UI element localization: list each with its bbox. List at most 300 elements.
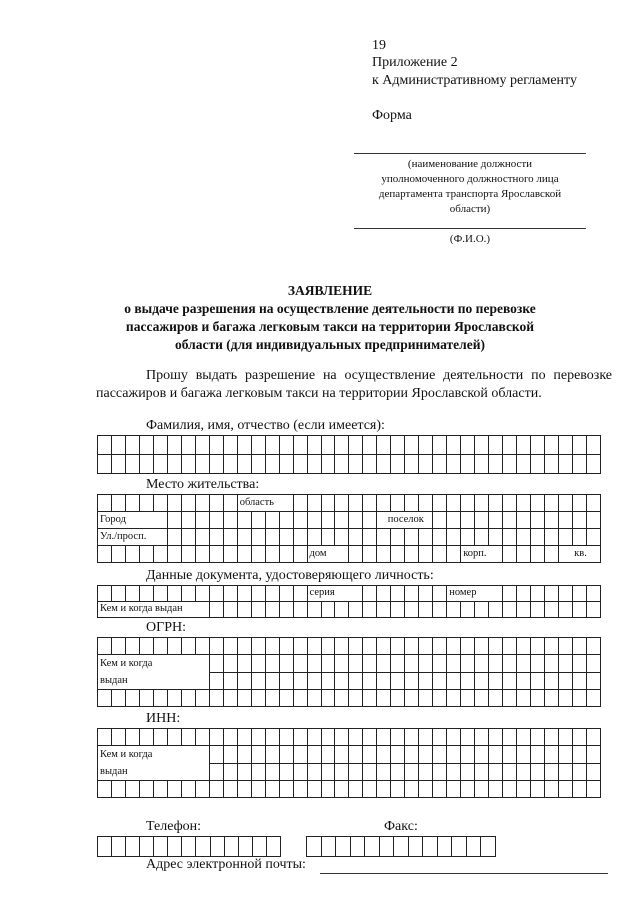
input-cell[interactable] [503, 638, 517, 655]
input-cell[interactable] [391, 781, 405, 798]
input-cell[interactable] [503, 655, 517, 673]
input-cell[interactable] [112, 837, 126, 857]
input-cell[interactable] [545, 546, 559, 563]
input-cell[interactable] [433, 436, 447, 455]
fio-grid[interactable] [97, 435, 601, 474]
input-cell[interactable] [153, 546, 167, 563]
input-cell[interactable] [419, 586, 433, 602]
input-cell[interactable] [98, 546, 112, 563]
input-cell[interactable] [139, 781, 153, 798]
input-cell[interactable] [265, 436, 279, 455]
input-cell[interactable] [237, 729, 251, 746]
input-cell[interactable] [223, 746, 237, 764]
input-cell[interactable] [293, 436, 307, 455]
input-cell[interactable] [545, 586, 559, 602]
input-cell[interactable] [475, 602, 489, 618]
input-cell[interactable] [153, 586, 167, 602]
input-cell[interactable] [545, 455, 559, 474]
input-cell[interactable] [279, 690, 293, 707]
input-cell[interactable] [363, 781, 377, 798]
input-cell[interactable] [279, 455, 293, 474]
input-cell[interactable] [475, 529, 489, 546]
input-cell[interactable] [279, 746, 293, 764]
input-cell[interactable] [433, 455, 447, 474]
input-cell[interactable] [349, 495, 363, 512]
input-cell[interactable] [489, 455, 503, 474]
input-cell[interactable] [265, 672, 279, 690]
input-cell[interactable] [195, 529, 209, 546]
input-cell[interactable] [558, 529, 572, 546]
input-cell[interactable] [307, 512, 321, 529]
input-cell[interactable] [461, 746, 475, 764]
input-cell[interactable] [279, 638, 293, 655]
input-cell[interactable] [377, 746, 391, 764]
input-cell[interactable] [181, 729, 195, 746]
input-cell[interactable] [391, 690, 405, 707]
input-cell[interactable] [111, 455, 125, 474]
input-cell[interactable] [321, 602, 335, 618]
input-cell[interactable] [531, 763, 545, 781]
input-cell[interactable] [466, 837, 481, 857]
input-cell[interactable] [349, 436, 363, 455]
input-cell[interactable] [517, 546, 531, 563]
input-cell[interactable] [335, 746, 349, 764]
input-cell[interactable] [419, 436, 433, 455]
input-cell[interactable] [349, 746, 363, 764]
input-cell[interactable] [237, 638, 251, 655]
input-cell[interactable] [98, 781, 112, 798]
input-cell[interactable] [321, 495, 335, 512]
input-cell[interactable] [517, 586, 531, 602]
input-cell[interactable] [391, 746, 405, 764]
input-cell[interactable] [461, 455, 475, 474]
input-cell[interactable] [111, 781, 125, 798]
input-cell[interactable] [111, 586, 125, 602]
input-cell[interactable] [377, 638, 391, 655]
input-cell[interactable] [140, 837, 154, 857]
input-cell[interactable] [572, 495, 586, 512]
input-cell[interactable] [195, 546, 209, 563]
input-cell[interactable] [279, 672, 293, 690]
input-cell[interactable] [452, 837, 467, 857]
input-cell[interactable] [461, 512, 475, 529]
input-cell[interactable] [503, 512, 517, 529]
input-cell[interactable] [335, 638, 349, 655]
input-cell[interactable] [405, 529, 419, 546]
input-cell[interactable] [391, 529, 405, 546]
input-cell[interactable] [167, 586, 181, 602]
input-cell[interactable] [405, 672, 419, 690]
input-cell[interactable] [98, 455, 112, 474]
input-cell[interactable] [545, 690, 559, 707]
input-cell[interactable] [224, 837, 238, 857]
input-cell[interactable] [461, 729, 475, 746]
input-cell[interactable] [279, 546, 293, 563]
input-cell[interactable] [321, 529, 335, 546]
input-cell[interactable] [251, 672, 265, 690]
input-cell[interactable] [447, 672, 461, 690]
input-cell[interactable] [321, 655, 335, 673]
input-cell[interactable] [167, 690, 181, 707]
input-cell[interactable] [307, 837, 322, 857]
input-cell[interactable] [461, 495, 475, 512]
input-cell[interactable] [419, 729, 433, 746]
input-cell[interactable] [475, 495, 489, 512]
input-cell[interactable] [475, 690, 489, 707]
input-cell[interactable] [195, 781, 209, 798]
input-cell[interactable] [251, 586, 265, 602]
input-cell[interactable] [586, 638, 600, 655]
input-cell[interactable] [377, 436, 391, 455]
input-cell[interactable] [558, 746, 572, 764]
input-cell[interactable] [461, 690, 475, 707]
input-cell[interactable] [293, 495, 307, 512]
input-cell[interactable] [475, 729, 489, 746]
input-cell[interactable] [363, 546, 377, 563]
input-cell[interactable] [475, 655, 489, 673]
input-cell[interactable] [558, 512, 572, 529]
input-cell[interactable] [181, 781, 195, 798]
input-cell[interactable] [558, 495, 572, 512]
input-cell[interactable] [489, 512, 503, 529]
input-cell[interactable] [572, 763, 586, 781]
input-cell[interactable] [517, 529, 531, 546]
input-cell[interactable] [237, 763, 251, 781]
input-cell[interactable] [153, 690, 167, 707]
input-cell[interactable] [139, 638, 153, 655]
input-cell[interactable] [181, 546, 195, 563]
input-cell[interactable] [531, 602, 545, 618]
input-cell[interactable] [307, 690, 321, 707]
input-cell[interactable] [363, 495, 377, 512]
input-cell[interactable] [293, 512, 307, 529]
input-cell[interactable] [335, 690, 349, 707]
input-cell[interactable] [586, 672, 600, 690]
input-cell[interactable] [363, 672, 377, 690]
input-cell[interactable] [419, 763, 433, 781]
input-cell[interactable] [503, 495, 517, 512]
input-cell[interactable] [531, 655, 545, 673]
input-cell[interactable] [419, 690, 433, 707]
input-cell[interactable] [349, 602, 363, 618]
input-cell[interactable] [377, 529, 391, 546]
input-cell[interactable] [126, 837, 140, 857]
input-cell[interactable] [405, 586, 419, 602]
input-cell[interactable] [437, 837, 452, 857]
input-cell[interactable] [209, 512, 223, 529]
input-cell[interactable] [586, 655, 600, 673]
input-cell[interactable] [365, 837, 380, 857]
ogrn-grid[interactable] [97, 637, 601, 707]
input-cell[interactable] [489, 690, 503, 707]
input-cell[interactable] [167, 455, 181, 474]
input-cell[interactable] [363, 690, 377, 707]
input-cell[interactable] [391, 729, 405, 746]
input-cell[interactable] [335, 602, 349, 618]
input-cell[interactable] [349, 763, 363, 781]
input-cell[interactable] [237, 746, 251, 764]
input-cell[interactable] [237, 529, 251, 546]
input-cell[interactable] [195, 586, 209, 602]
input-cell[interactable] [405, 729, 419, 746]
input-cell[interactable] [336, 837, 351, 857]
input-cell[interactable] [586, 455, 600, 474]
input-cell[interactable] [307, 638, 321, 655]
input-cell[interactable] [321, 746, 335, 764]
input-cell[interactable] [447, 655, 461, 673]
input-cell[interactable] [181, 436, 195, 455]
input-cell[interactable] [517, 638, 531, 655]
input-cell[interactable] [447, 638, 461, 655]
input-cell[interactable] [111, 495, 125, 512]
input-cell[interactable] [433, 672, 447, 690]
input-cell[interactable] [517, 602, 531, 618]
input-cell[interactable] [419, 655, 433, 673]
input-cell[interactable] [139, 690, 153, 707]
input-cell[interactable] [517, 746, 531, 764]
input-cell[interactable] [545, 495, 559, 512]
input-cell[interactable] [503, 586, 517, 602]
input-cell[interactable] [433, 602, 447, 618]
input-cell[interactable] [335, 512, 349, 529]
input-cell[interactable] [237, 546, 251, 563]
input-cell[interactable] [125, 729, 139, 746]
input-cell[interactable] [98, 729, 112, 746]
input-cell[interactable] [586, 746, 600, 764]
inn-grid[interactable] [97, 728, 601, 798]
input-cell[interactable] [447, 602, 461, 618]
input-cell[interactable] [433, 781, 447, 798]
input-cell[interactable] [237, 512, 251, 529]
input-cell[interactable] [489, 781, 503, 798]
input-cell[interactable] [335, 436, 349, 455]
input-cell[interactable] [489, 729, 503, 746]
input-cell[interactable] [586, 781, 600, 798]
input-cell[interactable] [321, 512, 335, 529]
input-cell[interactable] [572, 729, 586, 746]
input-cell[interactable] [433, 529, 447, 546]
input-cell[interactable] [531, 455, 545, 474]
input-cell[interactable] [237, 781, 251, 798]
input-cell[interactable] [182, 837, 196, 857]
input-cell[interactable] [586, 602, 600, 618]
input-cell[interactable] [419, 495, 433, 512]
input-cell[interactable] [586, 729, 600, 746]
input-cell[interactable] [503, 729, 517, 746]
input-cell[interactable] [209, 655, 223, 673]
input-cell[interactable] [586, 512, 600, 529]
input-cell[interactable] [195, 495, 209, 512]
input-cell[interactable] [237, 690, 251, 707]
fax-grid[interactable] [306, 836, 496, 857]
input-cell[interactable] [531, 729, 545, 746]
input-cell[interactable] [349, 672, 363, 690]
input-cell[interactable] [139, 495, 153, 512]
input-cell[interactable] [503, 455, 517, 474]
input-cell[interactable] [209, 746, 223, 764]
input-cell[interactable] [251, 690, 265, 707]
input-cell[interactable] [503, 672, 517, 690]
input-cell[interactable] [125, 690, 139, 707]
input-cell[interactable] [111, 546, 125, 563]
input-cell[interactable] [363, 638, 377, 655]
input-cell[interactable] [279, 512, 293, 529]
input-cell[interactable] [195, 455, 209, 474]
input-cell[interactable] [433, 586, 447, 602]
input-cell[interactable] [531, 546, 545, 563]
input-cell[interactable] [391, 638, 405, 655]
input-cell[interactable] [391, 546, 405, 563]
input-cell[interactable] [154, 837, 168, 857]
input-cell[interactable] [251, 781, 265, 798]
input-cell[interactable] [209, 495, 223, 512]
input-cell[interactable] [475, 781, 489, 798]
input-cell[interactable] [307, 529, 321, 546]
input-cell[interactable] [98, 436, 112, 455]
input-cell[interactable] [545, 436, 559, 455]
input-cell[interactable] [265, 602, 279, 618]
input-cell[interactable] [251, 529, 265, 546]
input-cell[interactable] [489, 529, 503, 546]
input-cell[interactable] [307, 495, 321, 512]
input-cell[interactable] [586, 763, 600, 781]
input-cell[interactable] [572, 781, 586, 798]
input-cell[interactable] [181, 529, 195, 546]
input-cell[interactable] [335, 729, 349, 746]
input-cell[interactable] [447, 763, 461, 781]
input-cell[interactable] [558, 729, 572, 746]
input-cell[interactable] [209, 529, 223, 546]
input-cell[interactable] [293, 455, 307, 474]
input-cell[interactable] [558, 586, 572, 602]
input-cell[interactable] [572, 672, 586, 690]
input-cell[interactable] [377, 546, 391, 563]
input-cell[interactable] [377, 763, 391, 781]
input-cell[interactable] [279, 602, 293, 618]
input-cell[interactable] [265, 512, 279, 529]
input-cell[interactable] [377, 655, 391, 673]
input-cell[interactable] [433, 495, 447, 512]
input-cell[interactable] [558, 781, 572, 798]
input-cell[interactable] [251, 638, 265, 655]
input-cell[interactable] [572, 436, 586, 455]
input-cell[interactable] [181, 512, 195, 529]
input-cell[interactable] [98, 690, 112, 707]
input-cell[interactable] [489, 638, 503, 655]
input-cell[interactable] [447, 690, 461, 707]
input-cell[interactable] [503, 690, 517, 707]
input-cell[interactable] [558, 655, 572, 673]
input-cell[interactable] [447, 512, 461, 529]
input-cell[interactable] [181, 495, 195, 512]
input-cell[interactable] [209, 781, 223, 798]
input-cell[interactable] [377, 781, 391, 798]
input-cell[interactable] [223, 436, 237, 455]
input-cell[interactable] [98, 837, 112, 857]
input-cell[interactable] [111, 436, 125, 455]
input-cell[interactable] [307, 746, 321, 764]
input-cell[interactable] [447, 729, 461, 746]
input-cell[interactable] [307, 655, 321, 673]
input-cell[interactable] [503, 781, 517, 798]
input-cell[interactable] [153, 638, 167, 655]
input-cell[interactable] [503, 546, 517, 563]
input-cell[interactable] [461, 436, 475, 455]
input-cell[interactable] [349, 781, 363, 798]
input-cell[interactable] [307, 602, 321, 618]
input-cell[interactable] [265, 690, 279, 707]
input-cell[interactable] [293, 586, 307, 602]
input-cell[interactable] [98, 495, 112, 512]
input-cell[interactable] [363, 746, 377, 764]
input-cell[interactable] [335, 529, 349, 546]
input-cell[interactable] [405, 690, 419, 707]
input-cell[interactable] [475, 672, 489, 690]
input-cell[interactable] [405, 436, 419, 455]
input-cell[interactable] [265, 546, 279, 563]
input-cell[interactable] [209, 672, 223, 690]
input-cell[interactable] [363, 455, 377, 474]
input-cell[interactable] [125, 638, 139, 655]
input-cell[interactable] [433, 655, 447, 673]
input-cell[interactable] [167, 781, 181, 798]
input-cell[interactable] [586, 495, 600, 512]
input-cell[interactable] [223, 455, 237, 474]
input-cell[interactable] [223, 763, 237, 781]
input-cell[interactable] [349, 529, 363, 546]
input-cell[interactable] [517, 655, 531, 673]
input-cell[interactable] [531, 512, 545, 529]
input-cell[interactable] [321, 837, 336, 857]
input-cell[interactable] [545, 638, 559, 655]
input-cell[interactable] [209, 546, 223, 563]
input-cell[interactable] [481, 837, 496, 857]
input-cell[interactable] [237, 455, 251, 474]
input-cell[interactable] [349, 638, 363, 655]
input-cell[interactable] [433, 512, 447, 529]
input-cell[interactable] [423, 837, 438, 857]
input-cell[interactable] [419, 546, 433, 563]
input-cell[interactable] [251, 512, 265, 529]
input-cell[interactable] [307, 781, 321, 798]
input-cell[interactable] [447, 495, 461, 512]
input-cell[interactable] [447, 546, 461, 563]
input-cell[interactable] [419, 672, 433, 690]
input-cell[interactable] [251, 746, 265, 764]
input-cell[interactable] [433, 729, 447, 746]
input-cell[interactable] [265, 746, 279, 764]
input-cell[interactable] [433, 546, 447, 563]
input-cell[interactable] [350, 837, 365, 857]
input-cell[interactable] [433, 746, 447, 764]
input-cell[interactable] [558, 436, 572, 455]
input-cell[interactable] [391, 655, 405, 673]
input-cell[interactable] [475, 455, 489, 474]
input-cell[interactable] [181, 586, 195, 602]
input-cell[interactable] [433, 690, 447, 707]
input-cell[interactable] [210, 837, 224, 857]
email-line[interactable] [320, 873, 608, 874]
input-cell[interactable] [489, 655, 503, 673]
input-cell[interactable] [195, 638, 209, 655]
input-cell[interactable] [251, 602, 265, 618]
input-cell[interactable] [394, 837, 409, 857]
input-cell[interactable] [209, 602, 223, 618]
input-cell[interactable] [517, 455, 531, 474]
input-cell[interactable] [363, 586, 377, 602]
input-cell[interactable] [223, 672, 237, 690]
input-cell[interactable] [139, 436, 153, 455]
